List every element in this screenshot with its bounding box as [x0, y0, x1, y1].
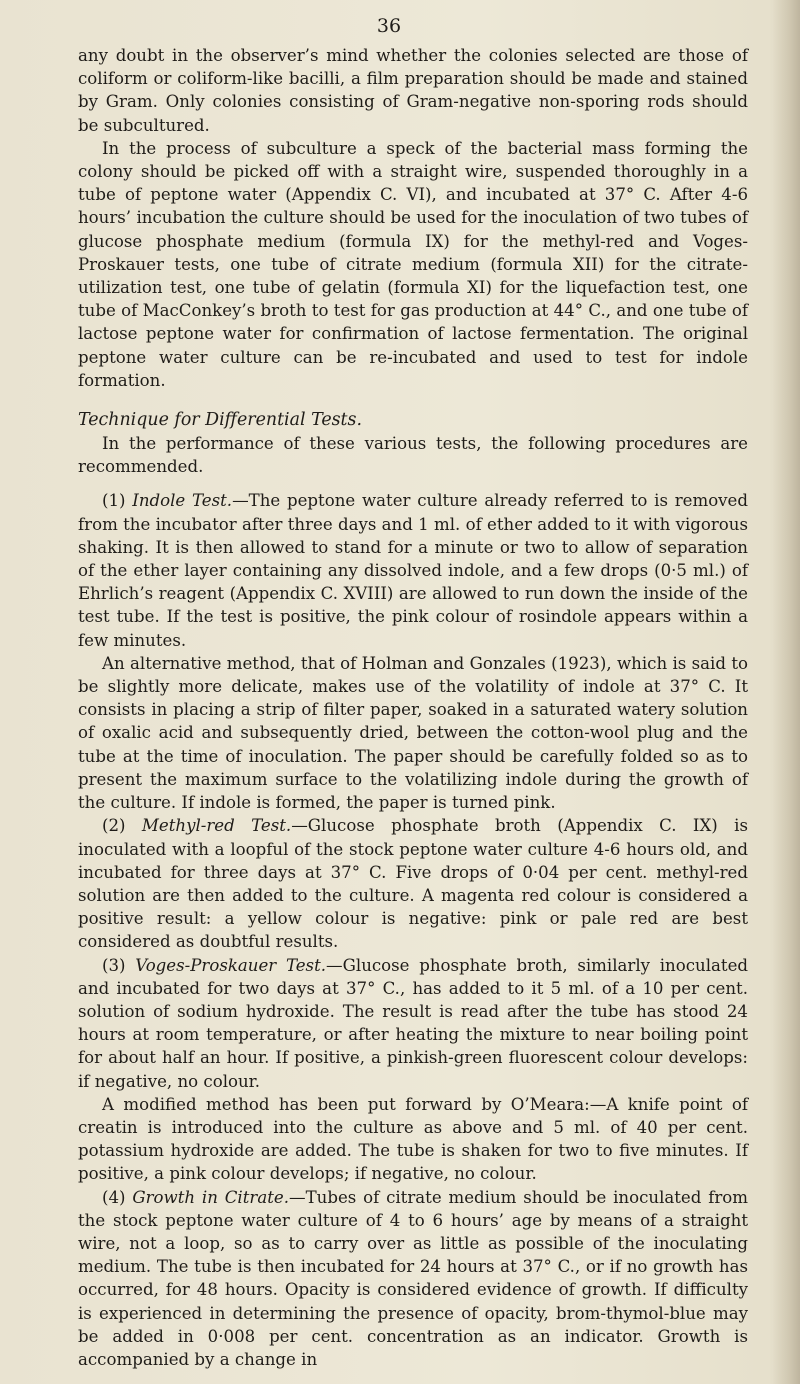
indole-test-body: —The peptone water culture already referred to is removed from the incubator after three days and 1 ml. of ether added to it with vigorous shaking. It is then allowed to stand for a minute or two to allow of separation of the ether layer containing any dissolved indole, and a few drops (0·5 ml.) of Ehrlich’s reagent (Appendix C. XVIII) are allowed to run down the inside of the test tube. If the test is positive, the pink colour of rosindole appears within a few minutes.	[78, 491, 748, 650]
paragraph-methyl-red-test	[78, 814, 748, 953]
paragraph-procedures-intro: In the performance of these various tests, the following procedures are recommended.	[78, 434, 748, 477]
page-edge-shadow	[772, 0, 800, 1384]
section-heading: Technique for Differential Tests.	[78, 410, 362, 431]
methyl-red-test-title: Methyl-red Test.	[141, 816, 292, 836]
paragraph-continued: any doubt in the observer’s mind whether the colonies selected are those of coliform or coliform-like bacilli, a film preparation should be made and stained by Gram. Only colonies consisting of Gram-negative non-sporing rods should be subcultured.	[78, 46, 748, 135]
paragraph-subculture: In the process of subculture a speck of the bacterial mass forming the colony should be picked off with a straight wire, suspended thoroughly in a tube of peptone water (Appendix C. VI), and incubated at 37° C. After 4-6 hours’ incubation the culture should be used for the inoculation of two tubes of glucose phosphate medium (formula IX) for the methyl-red and Voges-Proskauer tests, one tube of citrate medium (formula XII) for the citrate-utilization test, one tube of gelatin (formula XI) for the liquefaction test, one tube of MacConkey’s broth to test for gas production at 44° C., and one tube of lactose peptone water for confirmation of lactose fermentation. The original peptone water culture can be re-incubated and used to test for indole formation.	[78, 138, 748, 390]
citrate-test-body: —Tubes of citrate medium should be inoculated from the stock peptone water culture of 4 to 6 hours’ age by means of a straight wire, not a loop, so as to carry over as little as possible of the inoculating medium. The tube is then incubated for 24 hours at 37° C., or if no growth has occurred, for 48 hours. Opacity is considered evidence of growth. If difficulty is experienced in determining the presence of opacity, brom-thymol-blue may be added in 0·008 per cent. concentration as an indicator. Growth is accompanied by a change in	[78, 1187, 749, 1369]
paragraph-voges-proskauer-test	[78, 954, 748, 1093]
paragraph-indole-test	[78, 489, 748, 651]
indole-test-number: (1)	[102, 491, 133, 511]
paragraph-modified-method: A modified method has been put forward by O’Meara:—A knife point of creatin is introduced into the culture as above and 5 ml. of 40 per cent. potassium hydroxide are added. The tube is shaken for two to five minutes. If positive, a pink colour develops; if negative, no colour.	[78, 1094, 748, 1184]
citrate-test-title: Growth in Citrate.	[132, 1187, 289, 1207]
paragraph-citrate-growth	[78, 1186, 748, 1372]
paragraph-alternative-method: An alternative method, that of Holman and Gonzales (1923), which is said to be slightly more delicate, makes use of the volatility of indole at 37° C. It consists in placing a strip of filter paper, soaked in a saturated watery solution of oxalic acid and subsequently dried, between the cotton-wool plug and the tube at the time of inoculation. The paper should be carefully folded so as to present the maximum surface to the volatilizing indole during the growth of the culture. If indole is formed, the paper is turned pink.	[78, 653, 748, 813]
indole-test-title: Indole Test.	[132, 491, 233, 511]
page-content	[78, 12, 748, 1371]
voges-proskauer-test-body: —Glucose phosphate broth, similarly inoculated and incubated for two days at 37° C., has added to it 5 ml. of a 10 per cent. solution of sodium hydroxide. The result is read after the tube has stood 24 hours at room temperature, or after heating the mixture to near boiling point for about half an hour. If positive, a pinkish-green fluorescent colour develops: if negative, no colour.	[78, 955, 749, 1091]
methyl-red-test-body: —Glucose phosphate broth (Appendix C. IX) is inoculated with a loopful of the stock peptone water culture 4-6 hours old, and incubated for three days at 37° C. Five drops of 0·04 per cent. methyl-red solution are then added to the culture. A magenta red colour is considered a positive result: a yellow colour is negative: pink or pale red are best considered as doubtful results.	[78, 816, 748, 952]
voges-proskauer-test-title: Voges-Proskauer Test.	[135, 955, 327, 975]
citrate-test-number: (4)	[102, 1187, 133, 1207]
page-number: 36	[376, 15, 402, 37]
methyl-red-test-number: (2)	[102, 816, 142, 836]
voges-proskauer-test-number: (3)	[102, 955, 136, 975]
